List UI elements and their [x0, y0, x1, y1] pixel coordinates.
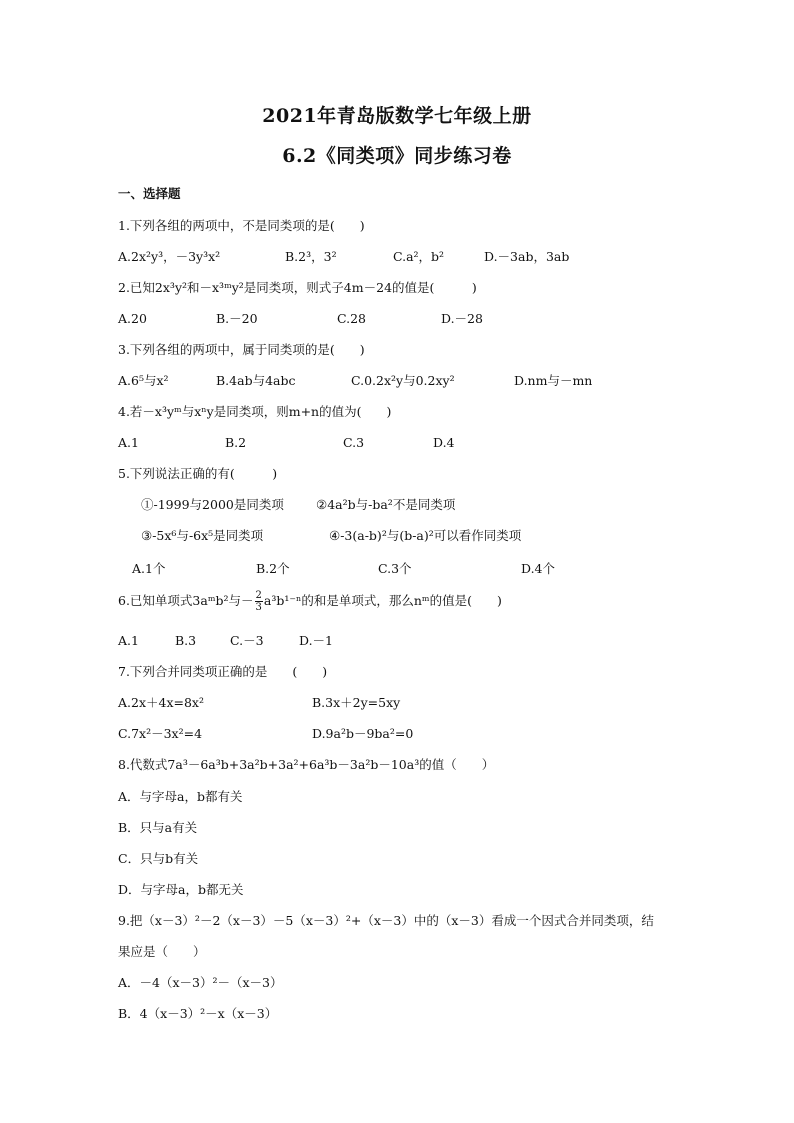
question-2-option-a: A.20 [118, 311, 147, 326]
question-5-statement-4: ④-3(a-b)²与(b-a)²可以看作同类项 [329, 528, 522, 543]
question-8-option-b: B．只与a有关 [118, 820, 198, 835]
question-3-option-c: C.0.2x²y与0.2xy² [351, 373, 455, 388]
section-heading: 一、选择题 [118, 186, 181, 201]
question-6-option-a: A.1 [118, 633, 139, 648]
fraction-two-thirds [255, 590, 263, 613]
question-2-stem: 2.已知2x³y²和－x³ᵐy²是同类项，则式子4m－24的值是( ) [118, 280, 477, 295]
question-9-option-a: A．－4（x－3）²－（x－3） [118, 975, 283, 990]
fraction-denominator: 3 [255, 602, 262, 613]
question-8-option-a: A．与字母a，b都有关 [118, 789, 243, 804]
question-8-stem: 8.代数式7a³－6a³b+3a²b+3a²+6a³b－3a²b－10a³的值（ ） [118, 757, 495, 772]
question-5-option-c: C.3个 [378, 561, 412, 576]
question-5-option-b: B.2个 [256, 561, 290, 576]
question-1-option-c: C.a²，b² [393, 249, 445, 264]
question-6-option-c: C.－3 [230, 633, 264, 648]
question-7-stem: 7.下列合并同类项正确的是 ( ) [118, 664, 328, 679]
question-3-option-b: B.4ab与4abc [216, 373, 296, 388]
question-5-option-d: D.4个 [521, 561, 556, 576]
question-3-option-a: A.6⁵与x² [118, 373, 169, 388]
document-title: 2021年青岛版数学七年级上册 [262, 105, 532, 127]
question-4-option-a: A.1 [118, 435, 139, 450]
question-3-option-d: D.nm与－mn [514, 373, 593, 388]
question-6-stem [118, 588, 502, 614]
question-2-option-b: B.－20 [216, 311, 258, 326]
question-5-option-a: A.1个 [132, 561, 166, 576]
question-7-option-c: C.7x²－3x²=4 [118, 726, 203, 741]
question-9-stem-line-1: 9.把（x－3）²－2（x－3）－5（x－3）²+（x－3）中的（x－3）看成一个因式合并同类项，结 [118, 913, 654, 928]
question-7-option-d: D.9a²b－9ba²=0 [312, 726, 414, 741]
question-5-stem: 5.下列说法正确的有( ) [118, 466, 278, 481]
question-8-option-d: D．与字母a，b都无关 [118, 882, 244, 897]
question-1-stem: 1.下列各组的两项中，不是同类项的是( ) [118, 218, 365, 233]
question-6-stem-end: a³b¹⁻ⁿ的和是单项式，那么nᵐ的值是( ) [263, 593, 502, 608]
question-2-option-c: C.28 [337, 311, 366, 326]
question-4-option-c: C.3 [343, 435, 365, 450]
question-7-option-a: A.2x＋4x=8x² [118, 695, 204, 710]
question-2-option-d: D.－28 [441, 311, 483, 326]
question-6-option-d: D.－1 [299, 633, 334, 648]
question-4-stem: 4.若－x³yᵐ与xⁿy是同类项，则m+n的值为( ) [118, 404, 392, 419]
fraction-numerator: 2 [255, 590, 262, 601]
question-5-statement-2: ②4a²b与-ba²不是同类项 [316, 497, 456, 512]
question-6-option-b: B.3 [175, 633, 197, 648]
question-1-option-b: B.2³，3² [285, 249, 337, 264]
question-3-stem: 3.下列各组的两项中，属于同类项的是( ) [118, 342, 365, 357]
question-4-option-b: B.2 [225, 435, 247, 450]
question-4-option-d: D.4 [433, 435, 455, 450]
question-6-stem-start: 6.已知单项式3aᵐb²与－ [118, 593, 254, 608]
question-9-option-b: B．4（x－3）²－x（x－3） [118, 1006, 278, 1021]
question-1-option-d: D.－3ab，3ab [484, 249, 570, 264]
document-subtitle: 6.2《同类项》同步练习卷 [282, 145, 512, 167]
question-1-option-a: A.2x²y³，－3y³x² [118, 249, 221, 264]
question-5-statement-1: ①-1999与2000是同类项 [141, 497, 284, 512]
question-9-stem-line-2: 果应是（ ） [118, 944, 206, 959]
question-7-option-b: B.3x＋2y=5xy [312, 695, 401, 710]
question-8-option-c: C．只与b有关 [118, 851, 199, 866]
question-5-statement-3: ③-5x⁶与-6x⁵是同类项 [141, 528, 264, 543]
